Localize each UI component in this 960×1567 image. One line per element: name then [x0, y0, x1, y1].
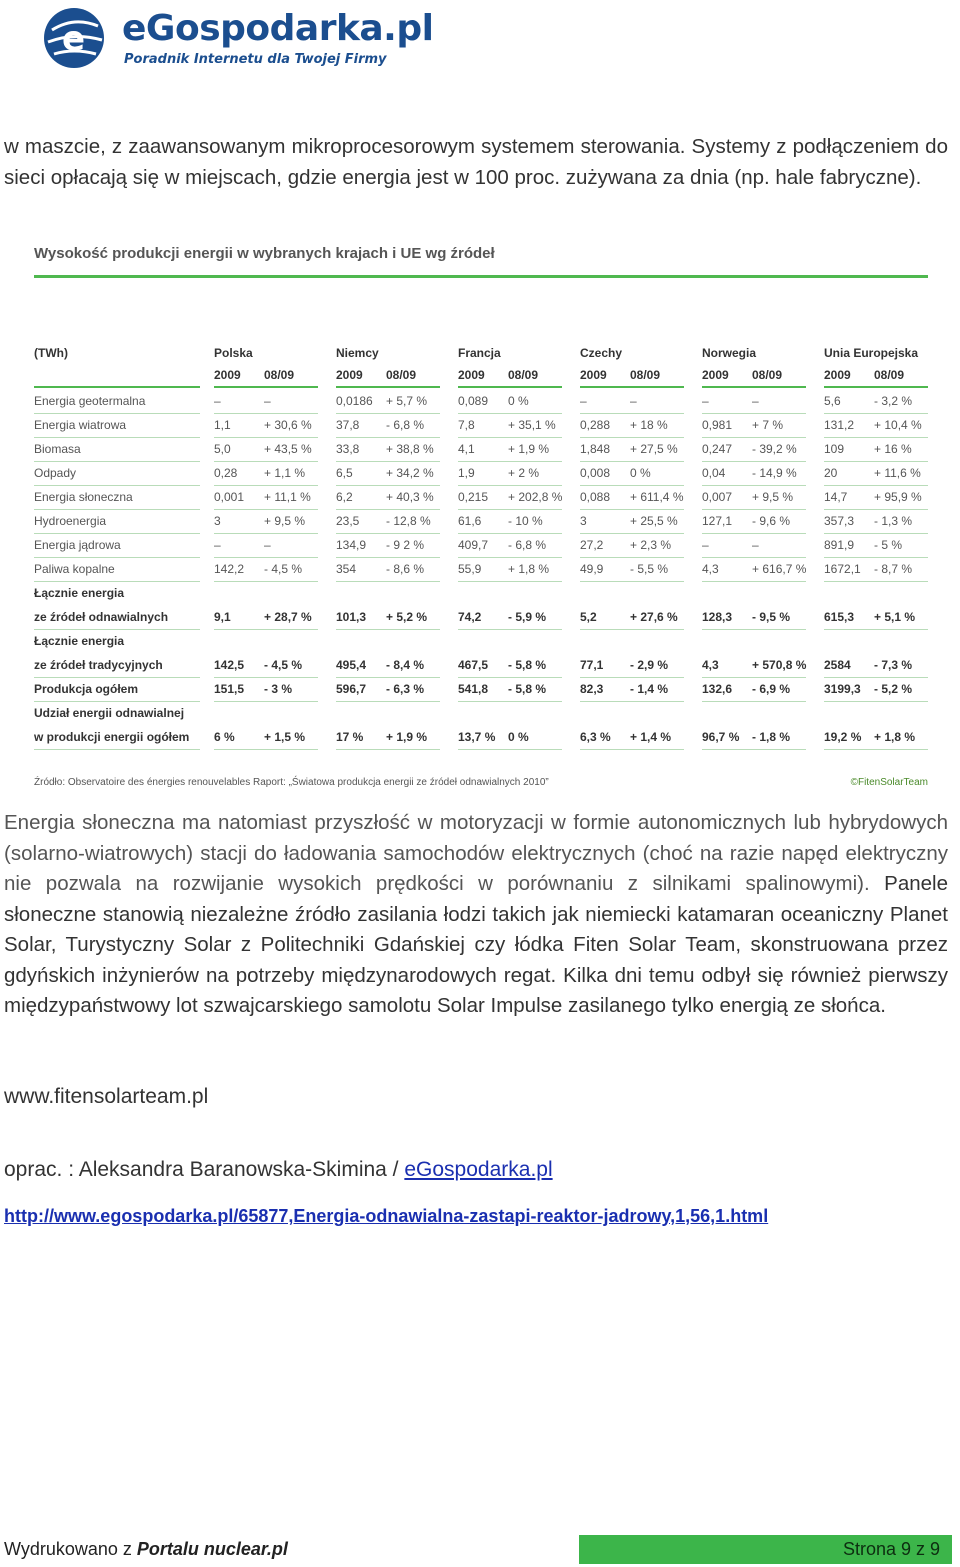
table-cell: 2584: [824, 658, 851, 672]
table-cell: 151,5: [214, 682, 245, 696]
table-cell: 6,2: [336, 490, 353, 504]
table-header-underline: [34, 386, 200, 388]
table-row-divider: [214, 413, 318, 414]
article-url-line: [4, 1206, 768, 1227]
table-row-divider: [336, 701, 440, 702]
table-row-divider: [580, 485, 684, 486]
table-row-divider: [214, 485, 318, 486]
table-cell: 17 %: [336, 730, 364, 744]
table-row-divider: [34, 413, 200, 414]
table-cell: 0,981: [702, 418, 733, 432]
table-cell: + 1,8 %: [874, 730, 916, 744]
table-cell: 82,3: [580, 682, 604, 696]
table-cell: 33,8: [336, 442, 360, 456]
table-row-divider: [214, 749, 318, 750]
table-cell: - 6,9 %: [752, 682, 791, 696]
table-row-divider: [580, 413, 684, 414]
table-cell: - 3,2 %: [874, 394, 913, 408]
table-cell: 131,2: [824, 418, 855, 432]
table-cell: 4,3: [702, 658, 719, 672]
table-cell: + 40,3 %: [386, 490, 434, 504]
table-row-divider: [34, 485, 200, 486]
table-cell: 6,5: [336, 466, 353, 480]
table-cell: 3: [214, 514, 221, 528]
table-header-underline: [824, 386, 928, 388]
table-country-header: Niemcy: [336, 346, 379, 360]
table-row-divider: [702, 533, 806, 534]
figure-title-rule: [34, 275, 928, 278]
table-cell: + 2,3 %: [630, 538, 672, 552]
intro-paragraph: w maszcie, z zaawansowanym mikroprocesorowym systemem sterowania. Systemy z podłączeniem do sieci opłacają się w miejscach, gdzie energia jest w 100 proc. zużywana za dnia (np. hale fabryczne).: [4, 135, 948, 189]
table-country-header: Norwegia: [702, 346, 757, 360]
table-row-label: Łącznie energia: [34, 586, 125, 600]
table-cell: - 4,5 %: [264, 562, 303, 576]
table-cell: + 25,5 %: [630, 514, 678, 528]
table-cell: –: [580, 394, 587, 408]
table-row-label: Łącznie energia: [34, 634, 125, 648]
main-paragraph-part2: Panele słoneczne stanowią niezależne źródło zasilania łodzi takich jak niemiecki katamaran oceaniczny Planet Solar, Turystyczny Solar z Politechniki Gdańskiej czy łódka Fiten Solar Team, skonstruowana przez gdyńskich inżynierów na potrzeby międzynarodowych regat. Kilka dni temu odbył się również pierwszy międzypaństwowy lot szwajcarskiego samolotu Solar Impulse zasilanego tylko energią ze słońca.: [4, 872, 948, 1017]
table-cell: - 5 %: [874, 538, 903, 552]
table-row-divider: [824, 461, 928, 462]
table-cell: - 10 %: [508, 514, 543, 528]
author-prefix: oprac. : Aleksandra Baranowska-Skimina /: [4, 1158, 405, 1181]
table-cell: + 35,1 %: [508, 418, 556, 432]
table-row-divider: [336, 533, 440, 534]
table-year-header: 08/09: [630, 368, 661, 382]
table-row-divider: [214, 557, 318, 558]
table-row-divider: [458, 557, 562, 558]
table-row-divider: [702, 437, 806, 438]
table-cell: 61,6: [458, 514, 482, 528]
main-paragraph: [4, 808, 948, 1022]
table-cell: 0 %: [508, 394, 529, 408]
table-country-header: Unia Europejska: [824, 346, 919, 360]
table-country-header: Czechy: [580, 346, 623, 360]
table-cell: + 5,2 %: [386, 610, 428, 624]
table-cell: 37,8: [336, 418, 360, 432]
table-cell: –: [214, 394, 221, 408]
table-cell: - 39,2 %: [752, 442, 797, 456]
table-cell: - 5,8 %: [508, 682, 547, 696]
table-row-divider: [580, 437, 684, 438]
table-cell: - 8,6 %: [386, 562, 425, 576]
table-cell: –: [264, 538, 271, 552]
table-row-divider: [336, 461, 440, 462]
website-text: www.fitensolarteam.pl: [4, 1085, 209, 1108]
table-row-divider: [458, 461, 562, 462]
table-cell: –: [752, 538, 759, 552]
table-cell: + 9,5 %: [752, 490, 794, 504]
table-cell: + 43,5 %: [264, 442, 312, 456]
table-row-divider: [214, 437, 318, 438]
table-cell: 891,9: [824, 538, 855, 552]
table-row-divider: [34, 557, 200, 558]
table-cell: + 1,1 %: [264, 466, 306, 480]
table-row-divider: [34, 581, 200, 582]
table-row-divider: [580, 749, 684, 750]
svg-text:e: e: [62, 19, 86, 59]
footer-printed-prefix: Wydrukowano z: [4, 1539, 137, 1559]
table-cell: 495,4: [336, 658, 367, 672]
table-row-divider: [336, 485, 440, 486]
table-row-divider: [336, 749, 440, 750]
table-cell: - 5,9 %: [508, 610, 547, 624]
table-row-divider: [34, 533, 200, 534]
table-row-divider: [214, 677, 318, 678]
table-row-divider: [336, 629, 440, 630]
table-header-underline: [336, 386, 440, 388]
table-cell: - 1,4 %: [630, 682, 669, 696]
table-cell: 96,7 %: [702, 730, 740, 744]
table-cell: + 202,8 %: [508, 490, 563, 504]
table-header-underline: [458, 386, 562, 388]
table-cell: - 5,8 %: [508, 658, 547, 672]
table-row-divider: [34, 749, 200, 750]
table-cell: + 34,2 %: [386, 466, 434, 480]
table-row-divider: [702, 509, 806, 510]
table-cell: + 10,4 %: [874, 418, 922, 432]
table-cell: 0,247: [702, 442, 733, 456]
table-cell: 0 %: [508, 730, 529, 744]
figure-title: Wysokość produkcji energii w wybranych krajach i UE wg źródeł: [34, 245, 495, 262]
table-cell: - 14,9 %: [752, 466, 797, 480]
table-year-header: 08/09: [264, 368, 295, 382]
table-row-divider: [336, 581, 440, 582]
table-cell: 0,288: [580, 418, 611, 432]
table-row-divider: [824, 485, 928, 486]
table-year-header: 08/09: [874, 368, 905, 382]
table-row-divider: [824, 437, 928, 438]
table-cell: 19,2 %: [824, 730, 862, 744]
table-row-divider: [580, 557, 684, 558]
table-cell: 6 %: [214, 730, 235, 744]
table-row-divider: [336, 437, 440, 438]
table-cell: 5,6: [824, 394, 841, 408]
table-cell: + 16 %: [874, 442, 912, 456]
table-row-divider: [580, 629, 684, 630]
table-cell: - 9,5 %: [752, 610, 791, 624]
table-cell: + 1,9 %: [508, 442, 550, 456]
table-cell: - 7,3 %: [874, 658, 913, 672]
table-cell: - 3 %: [264, 682, 293, 696]
table-cell: 1,9: [458, 466, 475, 480]
table-row-label: Energia słoneczna: [34, 490, 133, 504]
table-cell: + 11,1 %: [264, 490, 311, 504]
table-row-divider: [458, 629, 562, 630]
table-row-label: Odpady: [34, 466, 77, 480]
table-cell: - 1,3 %: [874, 514, 913, 528]
table-row-divider: [824, 701, 928, 702]
table-row-divider: [702, 557, 806, 558]
table-row-divider: [336, 557, 440, 558]
table-row-divider: [34, 629, 200, 630]
table-cell: 0,008: [580, 466, 611, 480]
table-cell: –: [702, 538, 709, 552]
table-row-divider: [34, 461, 200, 462]
table-row-divider: [580, 677, 684, 678]
table-row-label: Paliwa kopalne: [34, 562, 115, 576]
table-year-header: 2009: [580, 368, 607, 382]
table-year-header: 08/09: [752, 368, 783, 382]
table-cell: - 8,4 %: [386, 658, 425, 672]
table-row-divider: [34, 677, 200, 678]
table-cell: 14,7: [824, 490, 848, 504]
table-cell: - 5,2 %: [874, 682, 913, 696]
table-cell: 596,7: [336, 682, 367, 696]
footer-page-bar: [579, 1535, 952, 1564]
table-cell: 0,089: [458, 394, 489, 408]
table-row-divider: [458, 701, 562, 702]
table-row-divider: [458, 749, 562, 750]
table-row-divider: [458, 485, 562, 486]
table-cell: 7,8: [458, 418, 475, 432]
table-cell: –: [752, 394, 759, 408]
table-row-divider: [34, 509, 200, 510]
table-cell: 77,1: [580, 658, 604, 672]
table-cell: –: [630, 394, 637, 408]
table-row-divider: [702, 749, 806, 750]
table-cell: - 2,9 %: [630, 658, 669, 672]
table-row-divider: [34, 701, 200, 702]
table-country-header: Francja: [458, 346, 501, 360]
table-cell: 1672,1: [824, 562, 861, 576]
table-row-divider: [580, 533, 684, 534]
table-cell: 0,088: [580, 490, 611, 504]
table-row-divider: [702, 677, 806, 678]
table-cell: 49,9: [580, 562, 604, 576]
table-cell: 142,2: [214, 562, 245, 576]
table-cell: 409,7: [458, 538, 489, 552]
table-cell: + 18 %: [630, 418, 668, 432]
table-row-divider: [458, 677, 562, 678]
table-cell: 1,1: [214, 418, 231, 432]
logo-wordmark: eGospodarka.pl: [122, 8, 434, 49]
table-row-label: Produkcja ogółem: [34, 682, 139, 696]
table-cell: + 95,9 %: [874, 490, 922, 504]
table-cell: 5,2: [580, 610, 597, 624]
table-cell: + 1,8 %: [508, 562, 550, 576]
table-cell: + 27,6 %: [630, 610, 678, 624]
table-year-header: 2009: [824, 368, 851, 382]
table-cell: 132,6: [702, 682, 733, 696]
table-row-divider: [702, 413, 806, 414]
table-row-divider: [580, 581, 684, 582]
table-cell: + 1,9 %: [386, 730, 428, 744]
table-row-divider: [214, 533, 318, 534]
table-cell: + 38,8 %: [386, 442, 434, 456]
table-row-label: Energia jądrowa: [34, 538, 121, 552]
table-cell: 541,8: [458, 682, 489, 696]
figure-source: Źródło: Observatoire des énergies renouvelables Raport: „Światowa produkcja energii ze źródeł odnawialnych 2010”: [34, 777, 549, 788]
table-year-header: 2009: [214, 368, 241, 382]
table-cell: 0,007: [702, 490, 733, 504]
table-year-header: 08/09: [386, 368, 417, 382]
table-year-header: 2009: [336, 368, 363, 382]
table-cell: 615,3: [824, 610, 855, 624]
table-cell: - 6,8 %: [386, 418, 425, 432]
table-unit-label: (TWh): [34, 346, 68, 360]
table-cell: 0,04: [702, 466, 726, 480]
table-cell: - 6,8 %: [508, 538, 547, 552]
table-cell: + 2 %: [508, 466, 540, 480]
table-row-divider: [702, 485, 806, 486]
table-cell: - 9,6 %: [752, 514, 791, 528]
table-cell: - 9 2 %: [386, 538, 425, 552]
table-cell: 357,3: [824, 514, 855, 528]
table-cell: 0,001: [214, 490, 245, 504]
table-row-divider: [824, 533, 928, 534]
table-row-label: Energia geotermalna: [34, 394, 146, 408]
table-row-divider: [824, 749, 928, 750]
table-row-divider: [824, 509, 928, 510]
table-cell: + 5,7 %: [386, 394, 428, 408]
logo-tagline: Poradnik Internetu dla Twojej Firmy: [124, 52, 387, 67]
table-header-underline: [214, 386, 318, 388]
author-line: [4, 1158, 553, 1182]
table-cell: + 7 %: [752, 418, 784, 432]
author-link[interactable]: eGospodarka.pl: [404, 1158, 553, 1181]
footer-page-number: Strona 9 z 9: [842, 1539, 940, 1559]
table-row-divider: [336, 413, 440, 414]
table-row-divider: [458, 533, 562, 534]
table-row-divider: [824, 557, 928, 558]
table-cell: 6,3 %: [580, 730, 611, 744]
table-cell: + 1,4 %: [630, 730, 672, 744]
table-row-divider: [336, 677, 440, 678]
table-cell: 1,848: [580, 442, 611, 456]
table-row-divider: [702, 701, 806, 702]
table-country-header: Polska: [214, 346, 253, 360]
table-row-divider: [214, 701, 318, 702]
table-cell: - 6,3 %: [386, 682, 425, 696]
table-cell: 128,3: [702, 610, 733, 624]
table-cell: + 28,7 %: [264, 610, 312, 624]
table-row-label: ze źródeł odnawialnych: [34, 610, 169, 624]
table-cell: 0,0186: [336, 394, 373, 408]
table-cell: + 611,4 %: [630, 490, 684, 504]
table-row-label: Biomasa: [34, 442, 81, 456]
table-cell: 74,2: [458, 610, 482, 624]
table-cell: 134,9: [336, 538, 367, 552]
table-cell: –: [214, 538, 221, 552]
table-cell: 467,5: [458, 658, 489, 672]
table-cell: + 570,8 %: [752, 658, 807, 672]
table-cell: + 9,5 %: [264, 514, 306, 528]
table-cell: - 5,5 %: [630, 562, 669, 576]
table-cell: 354: [336, 562, 357, 576]
footer-printed-from: [4, 1539, 288, 1560]
table-row-label: Hydroenergia: [34, 514, 107, 528]
table-row-divider: [458, 509, 562, 510]
table-cell: - 8,7 %: [874, 562, 913, 576]
table-cell: 4,3: [702, 562, 719, 576]
table-row-label: Energia wiatrowa: [34, 418, 127, 432]
table-row-divider: [702, 581, 806, 582]
table-row-divider: [702, 629, 806, 630]
table-row-divider: [824, 629, 928, 630]
table-year-header: 2009: [458, 368, 485, 382]
table-row-divider: [34, 437, 200, 438]
table-cell: - 1,8 %: [752, 730, 791, 744]
table-cell: 3199,3: [824, 682, 861, 696]
table-row-divider: [214, 629, 318, 630]
table-cell: + 30,6 %: [264, 418, 312, 432]
table-row-divider: [702, 461, 806, 462]
table-row-label: w produkcji energii ogółem: [34, 730, 190, 744]
table-row-divider: [458, 413, 562, 414]
table-row-divider: [336, 509, 440, 510]
table-cell: 13,7 %: [458, 730, 496, 744]
main-paragraph-part1: Energia słoneczna ma natomiast przyszłość w motoryzacji w formie autonomicznych lub hybrydowych (solarno-wiatrowych) stacji do ładowania samochodów elektrycznych (choć na razie napęd elektryczny nie pozwala na rozwijanie wysokich prędkości w porównaniu z silnikami spalinowymi).: [4, 811, 948, 895]
table-header-underline: [580, 386, 684, 388]
table-cell: + 5,1 %: [874, 610, 916, 624]
table-cell: 127,1: [702, 514, 733, 528]
table-row-divider: [580, 461, 684, 462]
table-cell: –: [264, 394, 271, 408]
table-cell: 9,1: [214, 610, 231, 624]
table-cell: + 27,5 %: [630, 442, 678, 456]
table-row-divider: [824, 413, 928, 414]
table-cell: - 12,8 %: [386, 514, 431, 528]
table-row-divider: [824, 581, 928, 582]
table-cell: 0,215: [458, 490, 489, 504]
table-cell: 142,5: [214, 658, 245, 672]
globe-e-icon: [42, 6, 106, 70]
table-cell: 5,0: [214, 442, 231, 456]
table-cell: –: [702, 394, 709, 408]
table-cell: 4,1: [458, 442, 475, 456]
table-year-header: 08/09: [508, 368, 539, 382]
table-cell: 23,5: [336, 514, 360, 528]
table-row-divider: [824, 677, 928, 678]
table-cell: 27,2: [580, 538, 604, 552]
table-header-underline: [702, 386, 806, 388]
table-row-label: Udział energii odnawialnej: [34, 706, 185, 720]
table-cell: 0,28: [214, 466, 238, 480]
table-cell: + 1,5 %: [264, 730, 306, 744]
table-cell: 109: [824, 442, 845, 456]
table-row-divider: [580, 509, 684, 510]
article-url-link[interactable]: http://www.egospodarka.pl/65877,Energia-odnawialna-zastapi-reaktor-jadrowy,1,56,1.html: [4, 1206, 769, 1226]
table-row-divider: [458, 581, 562, 582]
footer-printed-source: Portalu nuclear.pl: [136, 1539, 288, 1559]
table-row-divider: [214, 461, 318, 462]
table-year-header: 2009: [702, 368, 729, 382]
table-cell: - 4,5 %: [264, 658, 303, 672]
table-row-divider: [580, 701, 684, 702]
table-row-divider: [214, 581, 318, 582]
table-cell: + 11,6 %: [874, 466, 921, 480]
table-cell: 55,9: [458, 562, 482, 576]
table-cell: 20: [824, 466, 838, 480]
table-cell: + 616,7 %: [752, 562, 807, 576]
table-cell: 0 %: [630, 466, 651, 480]
table-row-divider: [458, 437, 562, 438]
table-row-label: ze źródeł tradycyjnych: [34, 658, 163, 672]
figure-copyright: ©FitenSolarTeam: [850, 777, 928, 788]
table-cell: 3: [580, 514, 587, 528]
table-cell: 101,3: [336, 610, 367, 624]
egospodarka-logo[interactable]: [42, 6, 462, 70]
table-row-divider: [214, 509, 318, 510]
